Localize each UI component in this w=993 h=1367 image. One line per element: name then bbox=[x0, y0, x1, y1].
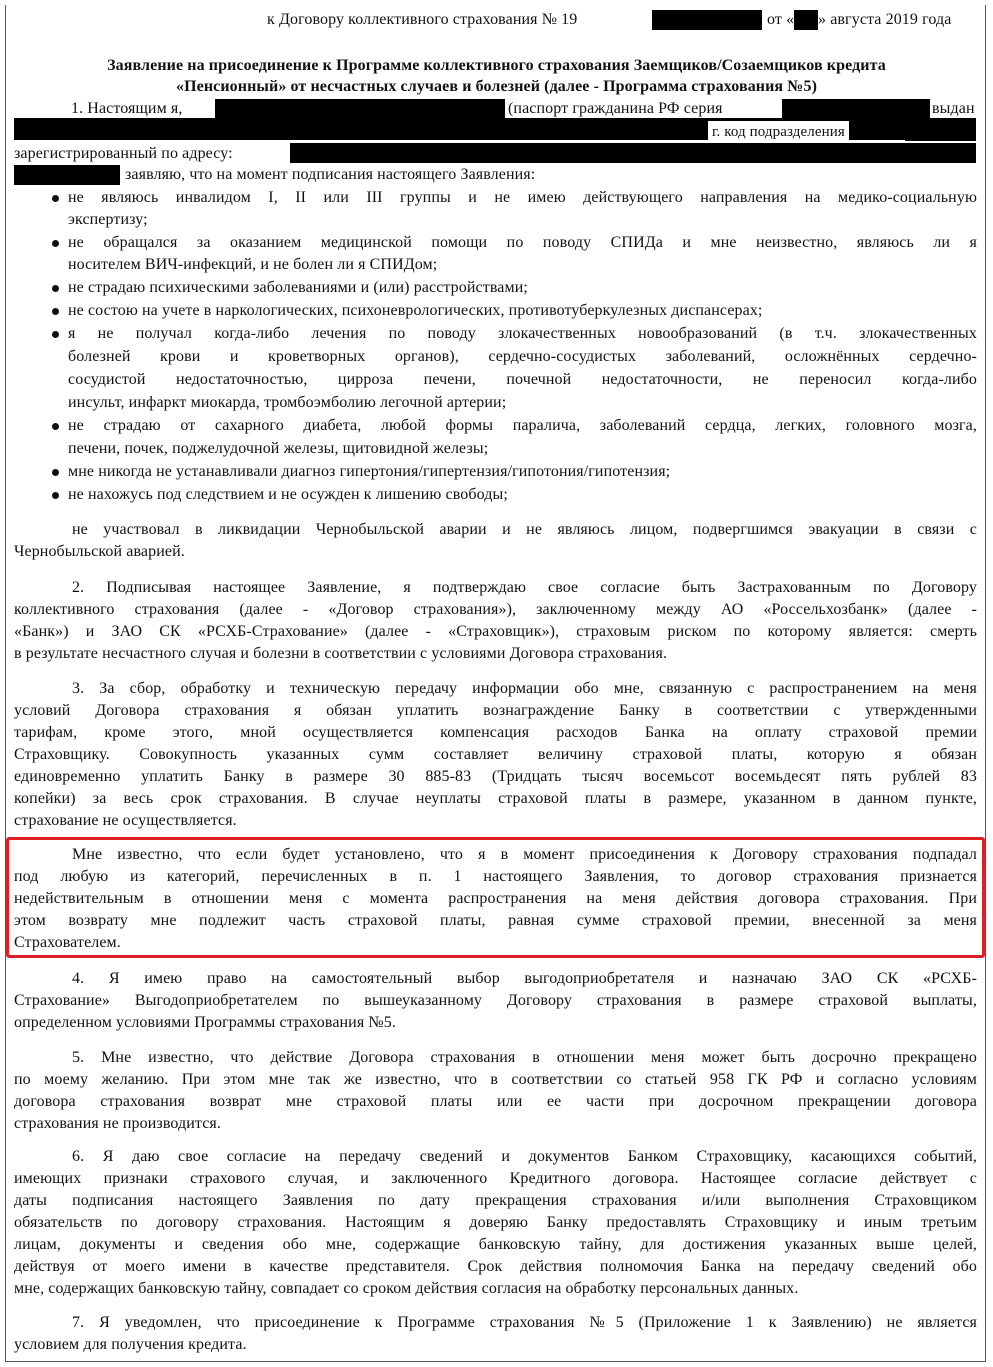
redaction bbox=[215, 99, 505, 119]
redaction bbox=[782, 99, 930, 119]
p2-line-3: «Банк») и ЗАО СК «РСХБ-Страхование» (далее - «Страховщик»), страховым риском по которому является: смерть bbox=[14, 623, 977, 640]
bullet-dot bbox=[52, 423, 59, 430]
bullet-3-line-1: не страдаю психическими заболеваниями и (или) расстройствами; bbox=[68, 279, 528, 296]
title-line-2: «Пенсионный» от несчастных случаев и болезней (далее - Программа страхования №5) bbox=[175, 78, 817, 95]
p4-line-2: Страхование» Выгодоприобретателем по вышеуказанному Договору страхования в размере страховой выплаты, bbox=[14, 992, 977, 1009]
p5-line-4: страхования не производится. bbox=[14, 1115, 221, 1132]
chernobyl-line-1: не участвовал в ликвидации Чернобыльской аварии и не являюсь лицом, подвергшимся эвакуации в связи с bbox=[72, 521, 977, 538]
p4-line-1: 4. Я имею право на самостоятельный выбор выгодоприобретателя и назначаю ЗАО СК «РСХБ- bbox=[72, 970, 977, 987]
p3-line-5: единовременно уплатить Банку в размере 30 885-83 (Тридцать тысяч восемьсот восемьдесят пять рублей 83 bbox=[14, 768, 977, 785]
bullet-5-line-2: болезней крови и кроветворных органов), сердечно-сосудистых заболеваний, осложнённых сердечно- bbox=[68, 348, 977, 365]
bullet-dot bbox=[52, 285, 59, 292]
p6-line-5: лицам, документы и сведения обо мне, содержащие банковскую тайну, для достижения указанных выше целей, bbox=[14, 1236, 977, 1253]
p2-line-4: в результате несчастного случая и болезни в соответствии с условиями Договора страхования. bbox=[14, 645, 668, 662]
bullet-6-line-2: печени, почек, поджелудочной железы, щитовидной железы; bbox=[68, 440, 489, 457]
p1-city-code: г. код подразделения bbox=[708, 121, 849, 143]
p5-line-3: договора страхования возврат мне страховой платы или ее части при досрочном прекращении договора bbox=[14, 1093, 977, 1110]
bullet-1-line-2: экспертизу; bbox=[68, 211, 148, 228]
bullet-dot bbox=[52, 331, 59, 338]
p6-line-6: действуя от моего имени в качестве представителя. Срок действия полномочия Банка на передачу сведений обо bbox=[14, 1258, 977, 1275]
p6-line-4: обязательств по договору страхования. Настоящим я доверяю Банку предоставлять Страховщику и иным третьим bbox=[14, 1214, 977, 1231]
p3-line-2: условий Договора страхования я обязан уплатить вознаграждение Банку в соответствии с утвержденными bbox=[14, 702, 977, 719]
contract-date: » августа 2019 года bbox=[818, 11, 952, 28]
bullet-2-line-1: не обращался за оказанием медицинской помощи по поводу СПИДа и мне неизвестно, являюсь ли я bbox=[68, 234, 977, 251]
p3-line-3: тарифам, кроме этого, мной осуществляется компенсация расходов Банка на оплату страховой премии bbox=[14, 724, 977, 741]
p1-passport: (паспорт гражданина РФ серия bbox=[508, 100, 723, 117]
p1-declare: заявляю, что на момент подписания настоящего Заявления: bbox=[125, 166, 536, 183]
p6-line-3: даты подписания настоящего Заявления по дату прекращения страхования и/или выполнения Страховщиком bbox=[14, 1192, 977, 1209]
chernobyl-line-2: Чернобыльской аварией. bbox=[14, 543, 185, 560]
redaction bbox=[14, 165, 120, 185]
p3-line-7: страхование не осуществляется. bbox=[14, 812, 237, 829]
highlight-line-1: Мне известно, что если будет установлено, что я в момент присоединения к Договору страхования подпадал bbox=[72, 846, 977, 863]
contract-prefix: к Договору коллективного страхования № 19 bbox=[267, 11, 578, 28]
bullet-8-line-1: не нахожусь под следствием и не осужден к лишению свободы; bbox=[68, 486, 508, 503]
highlight-line-3: недействительным в отношении меня с момента распространения на меня действия договора страхования. При bbox=[14, 890, 977, 907]
p6-line-1: 6. Я даю свое согласие на передачу сведений и документов Банком Страховщику, касающихся событий, bbox=[72, 1148, 977, 1165]
p6-line-2: имеющих признаки страхового случая, и заключенного Кредитного договора. Настоящее согласие действует с bbox=[14, 1170, 977, 1187]
p7-line-2: условием для получения кредита. bbox=[14, 1336, 247, 1353]
p4-line-3: определенном условиями Программы страхования №5. bbox=[14, 1014, 396, 1031]
p1-issued: выдан bbox=[932, 100, 975, 117]
bullet-dot bbox=[52, 195, 59, 202]
bullet-5-line-1: я не получал когда-либо лечения по поводу злокачественных новообразований (в т.ч. злокачественных bbox=[68, 325, 977, 342]
bullet-6-line-1: не страдаю от сахарного диабета, любой формы паралича, заболеваний сердца, легких, головного мозга, bbox=[68, 417, 977, 434]
highlight-line-4: этом возврату мне подлежит часть страховой платы, равная сумме страховой премии, внесенной за меня bbox=[14, 912, 977, 929]
p6-line-7: мне, содержащих банковскую тайну, совпадает со сроком действия согласия на обработку персональных данных. bbox=[14, 1280, 799, 1297]
p2-line-2: коллективного страхования (далее - «Договор страхования»), заключенному между АО «Россельхозбанк» (далее - bbox=[14, 601, 977, 618]
bullet-5-line-3: сосудистой недостаточностью, цирроза печени, почечной недостаточности, не переносил когда-либо bbox=[68, 371, 977, 388]
bullet-1-line-1: не являюсь инвалидом I, II или III группы и не имею действующего направления на медико-социальную bbox=[68, 189, 977, 206]
p7-line-1: 7. Я уведомлен, что присоединение к Программе страхования №5 (Приложение 1 к Заявлению) не является bbox=[72, 1314, 977, 1331]
bullet-dot bbox=[52, 240, 59, 247]
p1-intro: 1. Настоящим я, bbox=[71, 100, 183, 117]
contract-from: от « bbox=[767, 11, 795, 28]
redaction bbox=[905, 121, 976, 141]
title-line-1: Заявление на присоединение к Программе коллективного страхования Заемщиков/Созаемщиков кредита bbox=[107, 57, 886, 74]
bullet-4-line-1: не состою на учете в наркологических, психоневрологических, противотуберкулезных диспансерах; bbox=[68, 302, 763, 319]
p3-line-6: копейки) за весь срок страхования. В случае неуплаты страховой платы в размере, указанном в данном пункте, bbox=[14, 790, 977, 807]
highlight-line-5: Страхователем. bbox=[14, 934, 121, 951]
redaction bbox=[290, 143, 976, 163]
redaction bbox=[794, 10, 818, 30]
p2-line-1: 2. Подписывая настоящее Заявление, я подтверждаю свое согласие быть Застрахованным по Договору bbox=[72, 579, 977, 596]
p1-address: зарегистрированный по адресу: bbox=[14, 145, 233, 162]
bullet-dot bbox=[52, 308, 59, 315]
highlight-line-2: под любую из категорий, перечисленных в п. 1 настоящего Заявления, то договор страхования признается bbox=[14, 868, 977, 885]
p3-line-1: 3. За сбор, обработку и техническую передачу информации обо мне, связанную с распространением на меня bbox=[72, 680, 977, 697]
p5-line-1: 5. Мне известно, что действие Договора страхования в отношении меня может быть досрочно прекращено bbox=[72, 1049, 977, 1066]
bullet-dot bbox=[52, 492, 59, 499]
p5-line-2: по моему желанию. При этом мне так же известно, что в соответствии со статьей 958 ГК РФ и согласно условиям bbox=[14, 1071, 977, 1088]
redaction bbox=[652, 10, 762, 30]
bullet-dot bbox=[52, 469, 59, 476]
bullet-2-line-2: носителем ВИЧ-инфекций, и не болен ли я СПИДом; bbox=[68, 256, 438, 273]
bullet-7-line-1: мне никогда не устанавливали диагноз гипертония/гипертензия/гипотония/гипотензия; bbox=[68, 463, 671, 480]
bullet-5-line-4: инсульт, инфаркт миокарда, тромбоэмболию легочной артерии; bbox=[68, 394, 507, 411]
p3-line-4: Страховщику. Совокупность указанных сумм составляет величину страховой платы, которую я обязан bbox=[14, 746, 977, 763]
